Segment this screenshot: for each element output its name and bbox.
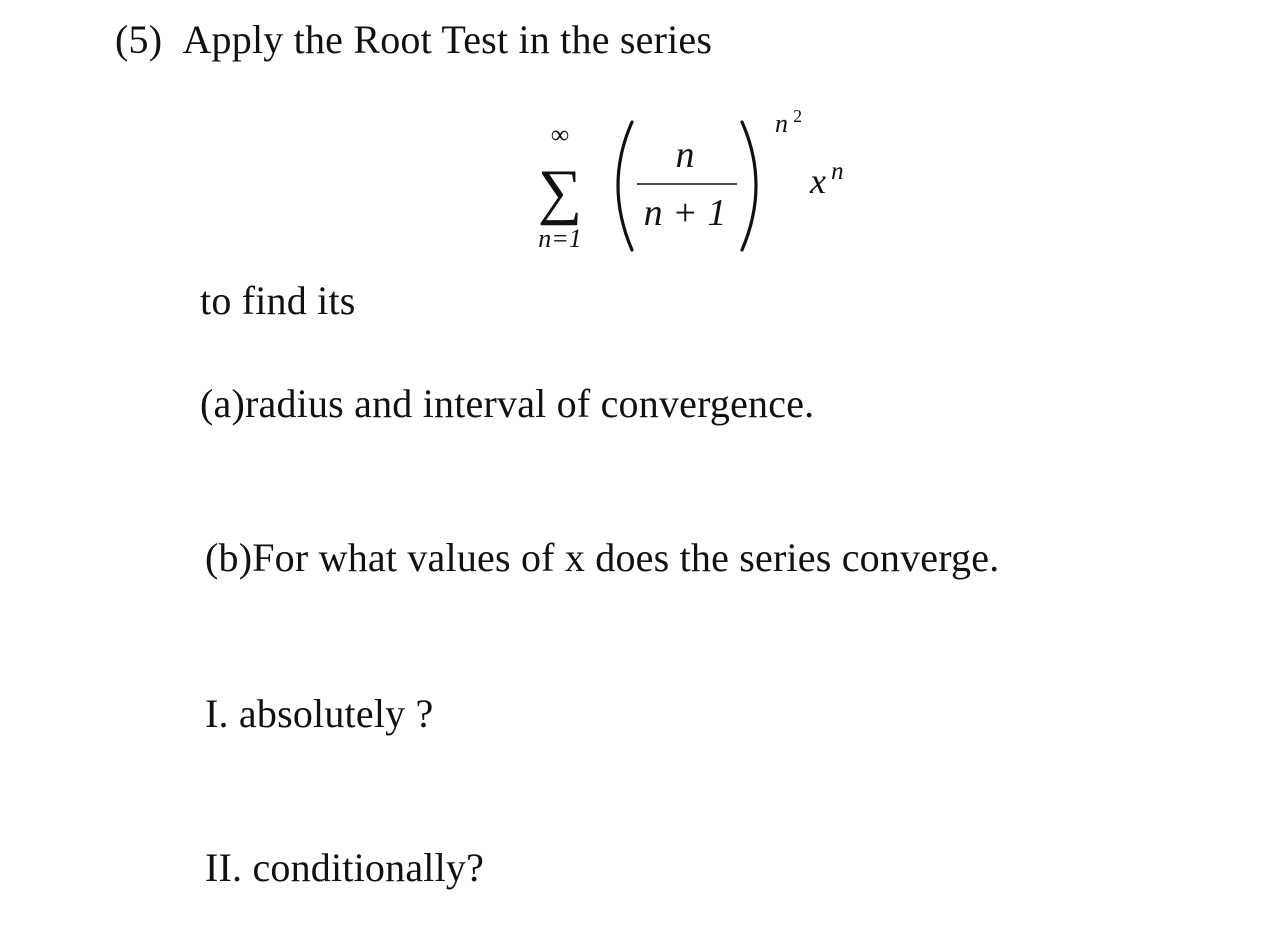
series-formula bbox=[520, 95, 880, 265]
power-term bbox=[809, 158, 844, 201]
outer-exponent-power: 2 bbox=[793, 106, 803, 126]
question-intro: Apply the Root Test in the series bbox=[182, 17, 713, 62]
lead-text: to find its bbox=[200, 278, 356, 323]
right-parenthesis bbox=[742, 122, 756, 250]
outer-exponent-base: n bbox=[775, 109, 788, 138]
part-a: (a)radius and interval of convergence. bbox=[200, 381, 815, 426]
sub-question-ii: II. conditionally? bbox=[205, 845, 485, 890]
sum-upper-limit: ∞ bbox=[550, 120, 570, 149]
question-number: (5) bbox=[115, 17, 163, 62]
sum-lower-limit: n=1 bbox=[538, 224, 582, 253]
outer-exponent bbox=[775, 106, 802, 138]
power-term-exponent: n bbox=[831, 158, 844, 185]
sum-symbol: ∑ bbox=[537, 158, 583, 226]
fraction-denominator: n + 1 bbox=[643, 192, 727, 234]
part-b: (b)For what values of x does the series converge. bbox=[205, 535, 1000, 580]
power-term-base: x bbox=[810, 161, 826, 201]
fraction-numerator: n bbox=[675, 134, 695, 176]
question-heading bbox=[115, 17, 713, 62]
sub-question-i: I. absolutely ? bbox=[205, 691, 434, 736]
left-parenthesis bbox=[618, 122, 632, 250]
